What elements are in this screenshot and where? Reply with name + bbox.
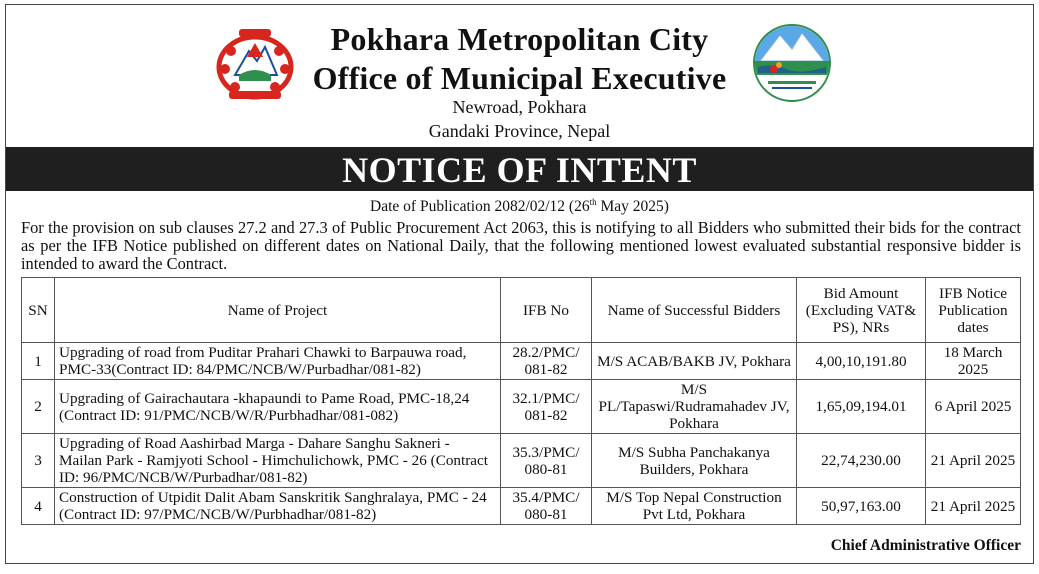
publication-date — [6, 197, 1033, 216]
row-ifb: 28.2/PMC/ 081-82 — [501, 343, 592, 380]
award-table — [21, 277, 1021, 525]
notice-page — [5, 4, 1034, 564]
city-title: Pokhara Metropolitan City — [330, 21, 709, 57]
publication-date-sup: th — [589, 197, 597, 207]
row-amount: 1,65,09,194.01 — [797, 380, 926, 434]
row-sn: 4 — [22, 488, 55, 525]
header-date: IFB Notice Publication dates — [926, 278, 1021, 343]
row-date: 6 April 2025 — [926, 380, 1021, 434]
row-amount: 4,00,10,191.80 — [797, 343, 926, 380]
row-bidder: M/S Top Nepal Construction Pvt Ltd, Pokhara — [592, 488, 797, 525]
row-project: Upgrading of Road Aashirbad Marga - Dahare Sanghu Sakneri - Mailan Park - Ramjyoti School - Himchulichowk, PMC - 26 (Contract ID: 96/PMC/NCB/W/Purbadhar/081-82) — [55, 434, 501, 488]
notice-title-banner: NOTICE OF INTENT — [6, 147, 1033, 191]
row-ifb: 35.3/PMC/ 080-81 — [501, 434, 592, 488]
intro-paragraph: For the provision on sub clauses 27.2 and 27.3 of Public Procurement Act 2063, this is notifying to all Bidders who submitted their bids for the contract as per the IFB Notice published on different dates on National Daily, that the following mentioned lowest evaluated substantial responsive bidder is intended to award the Contract. — [21, 218, 1021, 273]
row-date: 21 April 2025 — [926, 434, 1021, 488]
row-sn: 3 — [22, 434, 55, 488]
pokhara-metropolitan-logo-icon — [752, 23, 832, 103]
signature-title: Chief Administrative Officer — [830, 537, 1021, 554]
row-project: Construction of Utpidit Dalit Abam Sanskritik Sanghralaya, PMC - 24 (Contract ID: 97/PMC/NCB/W/Purbhadhar/081-82) — [55, 488, 501, 525]
row-bidder: M/S ACAB/BAKB JV, Pokhara — [592, 343, 797, 380]
table-row — [22, 380, 1021, 434]
address-line-1: Newroad, Pokhara — [452, 97, 587, 117]
row-date: 18 March 2025 — [926, 343, 1021, 380]
office-title: Office of Municipal Executive — [312, 60, 727, 96]
header-ifb: IFB No — [501, 278, 592, 343]
row-project: Upgrading of road from Puditar Prahari Chawki to Barpauwa road, PMC-33(Contract ID: 84/PMC/NCB/W/Purbadhar/081-82) — [55, 343, 501, 380]
publication-date-prefix: Date of Publication 2082/02/12 (26 — [370, 198, 590, 216]
row-amount: 22,74,230.00 — [797, 434, 926, 488]
row-ifb: 32.1/PMC/ 081-82 — [501, 380, 592, 434]
table-row — [22, 488, 1021, 525]
address-line-2: Gandaki Province, Nepal — [428, 121, 611, 141]
row-sn: 2 — [22, 380, 55, 434]
publication-date-suffix: May 2025) — [596, 198, 669, 216]
table-header-row — [22, 278, 1021, 343]
header-project: Name of Project — [55, 278, 501, 343]
header-bidder: Name of Successful Bidders — [592, 278, 797, 343]
header-amount: Bid Amount (Excluding VAT& PS), NRs — [797, 278, 926, 343]
header-sn: SN — [22, 278, 55, 343]
header — [6, 5, 1033, 149]
row-date: 21 April 2025 — [926, 488, 1021, 525]
row-ifb: 35.4/PMC/ 080-81 — [501, 488, 592, 525]
row-bidder: M/S Subha Panchakanya Builders, Pokhara — [592, 434, 797, 488]
row-bidder: M/S PL/Tapaswi/Rudramahadev JV, Pokhara — [592, 380, 797, 434]
row-sn: 1 — [22, 343, 55, 380]
table-row — [22, 434, 1021, 488]
row-amount: 50,97,163.00 — [797, 488, 926, 525]
table-row — [22, 343, 1021, 380]
row-project: Upgrading of Gairachautara -khapaundi to Pame Road, PMC-18,24 (Contract ID: 91/PMC/NCB/W/R/Purbhadhar/081-082) — [55, 380, 501, 434]
